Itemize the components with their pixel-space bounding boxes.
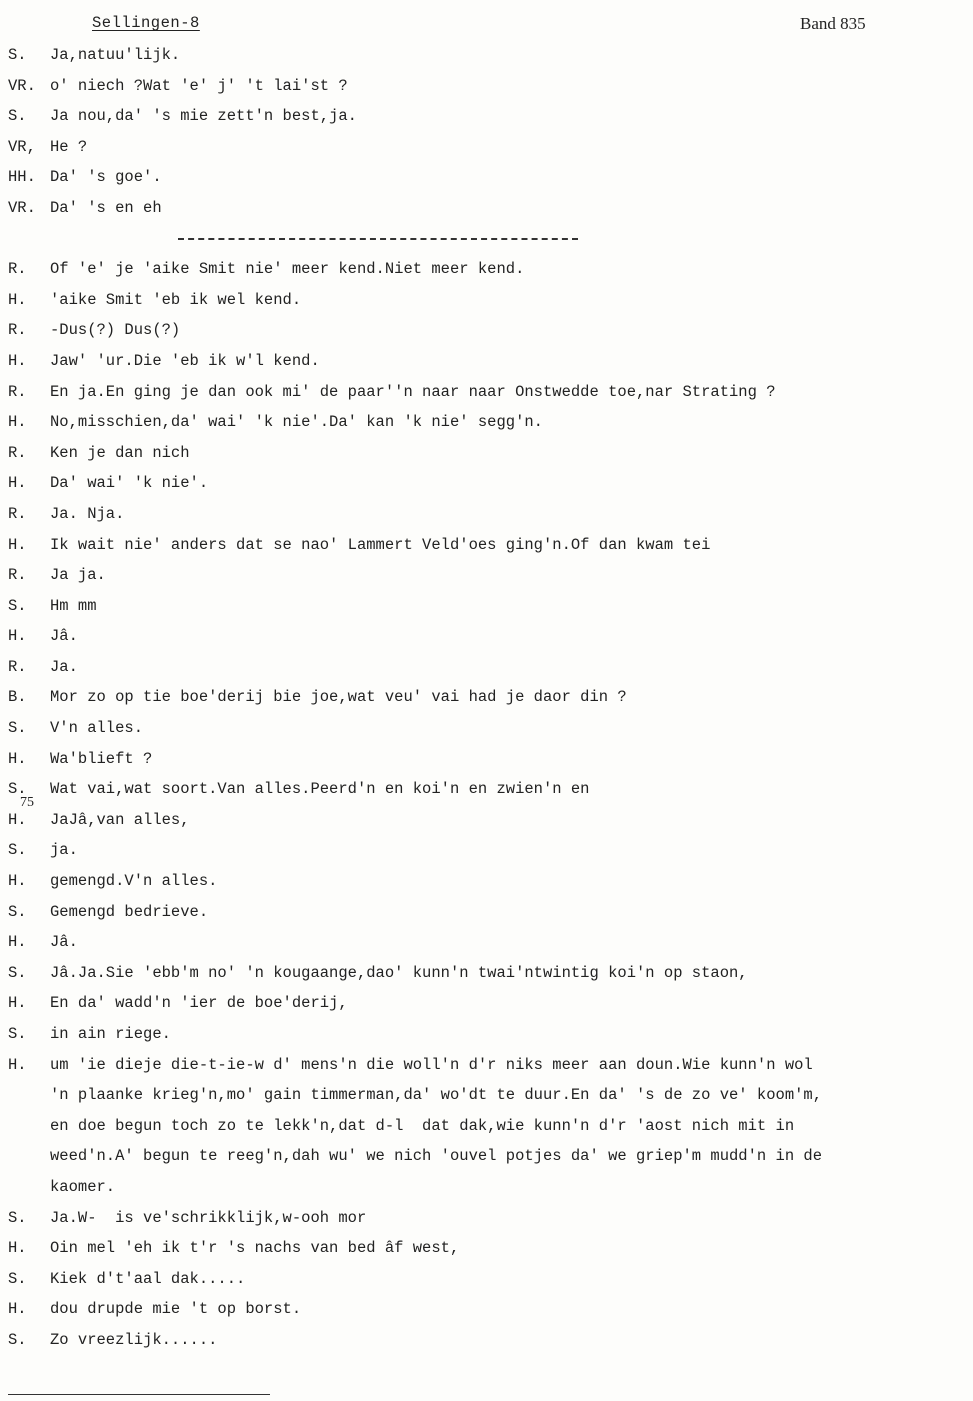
utterance-text: Ja. Nja. (50, 504, 125, 523)
utterance-text: JaJâ,van alles, (50, 810, 190, 829)
utterance-text: Ken je dan nich (50, 443, 190, 462)
speaker-label: H. (8, 1055, 27, 1074)
transcript-line (0, 1019, 973, 1050)
page-header-right: Band 835 (800, 14, 866, 33)
section-divider (0, 224, 973, 255)
speaker-label: R. (8, 504, 27, 523)
speaker-label: H. (8, 627, 27, 646)
transcript-line (0, 866, 973, 897)
speaker-label: VR. (8, 198, 36, 217)
transcript-line (0, 468, 973, 499)
speaker-label: S. (8, 596, 27, 615)
speaker-label: S. (8, 1330, 27, 1349)
utterance-text: Da' wai' 'k nie'. (50, 474, 209, 493)
utterance-text: Jâ. (50, 627, 78, 646)
utterance-text: No,misschien,da' wai' 'k nie'.Da' kan 'k nie' segg'n. (50, 413, 543, 432)
utterance-text: Wat vai,wat soort.Van alles.Peerd'n en koi'n en zwien'n en (50, 780, 590, 799)
page-header-left: Sellingen-8 (92, 14, 200, 32)
utterance-text: Ja ja. (50, 566, 106, 585)
transcript-line (0, 1141, 973, 1172)
speaker-label: S. (8, 46, 27, 64)
utterance-text: Kiek d't'aal dak..... (50, 1269, 246, 1288)
speaker-label: R. (8, 443, 27, 462)
transcript (0, 40, 973, 1356)
utterance-text: Gemengd bedrieve. (50, 902, 209, 921)
transcript-line (0, 744, 973, 775)
speaker-label: S. (8, 841, 27, 860)
transcript-line (0, 652, 973, 683)
speaker-label: H. (8, 994, 27, 1013)
transcript-line (0, 101, 973, 132)
transcript-line (0, 988, 973, 1019)
speaker-label: VR, (8, 137, 36, 156)
transcript-line (0, 560, 973, 591)
utterance-text: Ja. (50, 657, 78, 676)
transcript-line (0, 71, 973, 102)
utterance-text: Ja,natuu'lijk. (50, 46, 181, 64)
utterance-text: o' niech ?Wat 'e' j' 't lai'st ? (50, 76, 348, 95)
transcript-line (0, 1264, 973, 1295)
speaker-label: H. (8, 872, 27, 891)
transcript-line (0, 1080, 973, 1111)
transcript-line (0, 499, 973, 530)
transcript-line (0, 40, 973, 71)
speaker-label: H. (8, 1300, 27, 1319)
transcript-line (0, 1203, 973, 1234)
speaker-label: R. (8, 566, 27, 585)
transcript-line (0, 835, 973, 866)
utterance-text: gemengd.V'n alles. (50, 872, 218, 891)
utterance-text: Da' 's en eh (50, 198, 162, 217)
utterance-text: Oin mel 'eh ik t'r 's nachs van bed âf west, (50, 1239, 460, 1258)
utterance-text: ja. (50, 841, 78, 860)
speaker-label: R. (8, 657, 27, 676)
transcript-line (0, 193, 973, 224)
utterance-text: kaomer. (50, 1177, 116, 1196)
speaker-label: S. (8, 107, 27, 126)
utterance-text: En ja.En ging je dan ook mi' de paar''n naar naar Onstwedde toe,nar Strating ? (50, 382, 776, 401)
utterance-text: V'n alles. (50, 719, 144, 738)
utterance-text: Wa'blieft ? (50, 749, 153, 768)
speaker-label: R. (8, 382, 27, 401)
utterance-text: Of 'e' je 'aike Smit nie' meer kend.Niet meer kend. (50, 260, 525, 279)
utterance-text: 'aike Smit 'eb ik wel kend. (50, 290, 302, 309)
speaker-label: S. (8, 780, 27, 799)
transcript-line (0, 132, 973, 163)
transcript-line (0, 774, 973, 811)
speaker-label: HH. (8, 168, 36, 187)
speaker-label: S. (8, 1208, 27, 1227)
transcript-line (0, 1172, 973, 1203)
footer-rule (8, 1394, 270, 1395)
utterance-text: Ik wait nie' anders dat se nao' Lammert Veld'oes ging'n.Of dan kwam tei (50, 535, 711, 554)
transcript-line (0, 407, 973, 438)
speaker-label: H. (8, 810, 27, 829)
utterance-text: En da' wadd'n 'ier de boe'derij, (50, 994, 348, 1013)
transcript-line (0, 438, 973, 469)
transcript-line (0, 162, 973, 193)
transcript-line (0, 1325, 973, 1356)
utterance-text: -Dus(?) Dus(?) (50, 321, 181, 340)
transcript-line (0, 958, 973, 989)
margin-note: 75 (20, 795, 34, 811)
utterance-text: He ? (50, 137, 88, 156)
transcript-line (0, 346, 973, 377)
transcript-line (0, 682, 973, 713)
utterance-text: dou drupde mie 't op borst. (50, 1300, 302, 1319)
speaker-label: B. (8, 688, 27, 707)
transcript-line (0, 254, 973, 285)
utterance-text: Ja nou,da' 's mie zett'n best,ja. (50, 107, 357, 126)
speaker-label: S. (8, 963, 27, 982)
transcript-line (0, 1233, 973, 1264)
utterance-text: weed'n.A' begun te reeg'n,dah wu' we nich 'ouvel potjes da' we griep'm mudd'n in de (50, 1147, 823, 1166)
speaker-label: H. (8, 1239, 27, 1258)
speaker-label: S. (8, 902, 27, 921)
speaker-label: VR. (8, 76, 36, 95)
transcript-line (0, 1111, 973, 1142)
speaker-label: H. (8, 413, 27, 432)
utterance-text: en doe begun toch zo te lekk'n,dat d-l dat dak,wie kunn'n d'r 'aost nich mit in (50, 1116, 795, 1135)
utterance-text: in ain riege. (50, 1025, 171, 1043)
utterance-text: um 'ie dieje die-t-ie-w d' mens'n die woll'n d'r niks meer aan doun.Wie kunn'n wol (50, 1055, 813, 1074)
utterance-text: Da' 's goe'. (50, 168, 162, 187)
utterance-text: 'n plaanke krieg'n,mo' gain timmerman,da' wo'dt te duur.En da' 's de zo ve' koom'm, (50, 1086, 823, 1105)
transcript-line (0, 285, 973, 316)
speaker-label: H. (8, 535, 27, 554)
transcript-line (0, 713, 973, 744)
speaker-label: H. (8, 749, 27, 768)
speaker-label: S. (8, 1025, 27, 1043)
transcript-line (0, 897, 973, 928)
utterance-text: Zo vreezlijk...... (50, 1330, 218, 1349)
speaker-label: H. (8, 474, 27, 493)
transcript-line (0, 1294, 973, 1325)
transcript-line (0, 805, 973, 836)
speaker-label: R. (8, 321, 27, 340)
utterance-text: Jâ.Ja.Sie 'ebb'm no' 'n kougaange,dao' kunn'n twai'ntwintig koi'n op staon, (50, 963, 748, 982)
transcript-line (0, 621, 973, 652)
speaker-label: R. (8, 260, 27, 279)
utterance-text: Ja.W- is ve'schrikklijk,w-ooh mor (50, 1208, 367, 1227)
utterance-text: Mor zo op tie boe'derij bie joe,wat veu' vai had je daor din ? (50, 688, 627, 707)
speaker-label: H. (8, 351, 27, 370)
speaker-label: S. (8, 1269, 27, 1288)
speaker-label: S. (8, 719, 27, 738)
utterance-text: Jaw' 'ur.Die 'eb ik w'l kend. (50, 351, 320, 370)
utterance-text: Jâ. (50, 933, 78, 952)
transcript-line (0, 1050, 973, 1081)
transcript-line (0, 591, 973, 622)
speaker-label: H. (8, 933, 27, 952)
transcript-line (0, 315, 973, 346)
transcript-line (0, 530, 973, 561)
utterance-text: Hm mm (50, 596, 97, 615)
transcript-line (0, 377, 973, 408)
speaker-label: H. (8, 290, 27, 309)
transcript-line (0, 927, 973, 958)
